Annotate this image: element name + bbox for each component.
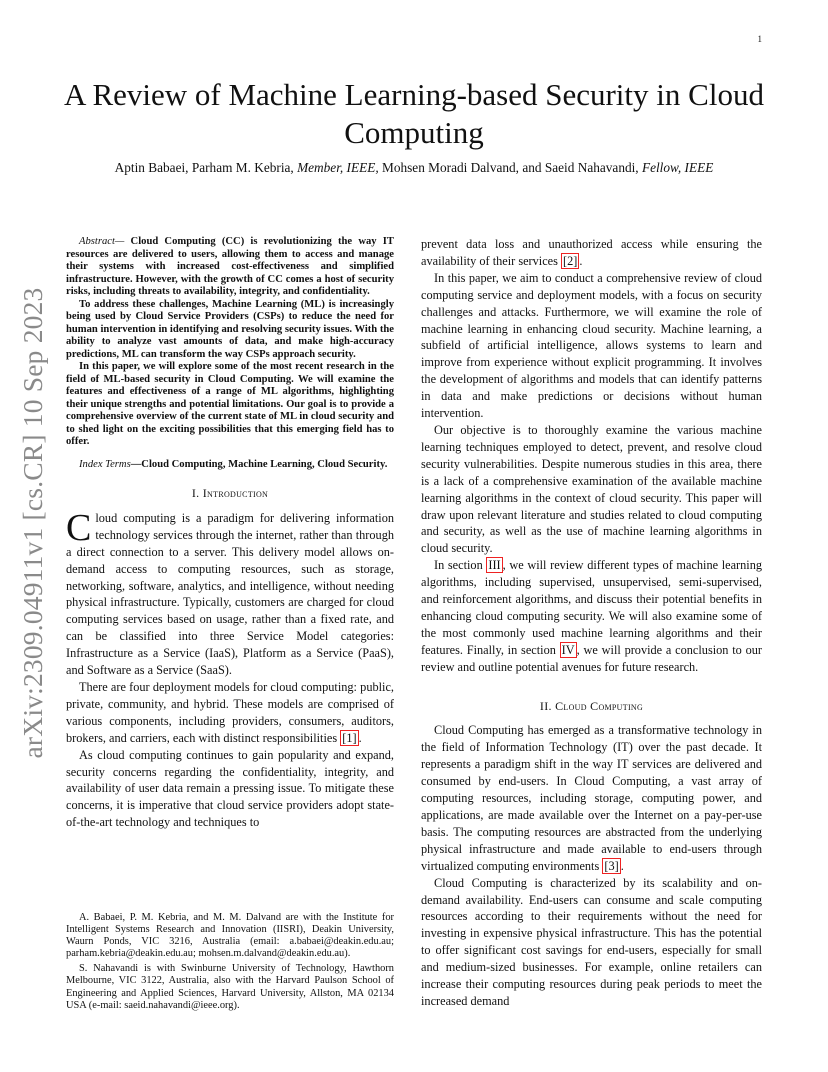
arxiv-stamp-text: arXiv:2309.04911v1 [cs.CR] 10 Sep 2023 <box>17 287 48 759</box>
author-role-2: Fellow, IEEE <box>641 160 714 175</box>
abstract-p2: To address these challenges, Machine Learning (ML) is increasingly being used by Cloud Service Providers (CSPs) to reduce the need for human intervention in identifying and resolving security issues. With the ability to analyze vast amounts of data, and make high-accuracy predictions, ML can transform the way CSPs approach security. <box>66 298 394 360</box>
dropcap: C <box>66 506 92 549</box>
intro-p5: Our objective is to thoroughly examine the various machine learning techniques employed to detect, prevent, and resolve cloud security vulnerabilities. Despite numerous studies in this area, there is a lack of a comprehensive examination of the available machine learning algorithms in the context of cloud security. This paper will draw upon relevant literature and studies related to cloud computing and security, as well as the use of machine learning algorithms in cloud security. <box>421 422 762 556</box>
cc-p1-text: Cloud Computing has emerged as a transformative technology in the field of Information Technology (IT) over the past decade. It represents a paradigm shift in the way IT services are delivered and consumed by end-users. In Cloud Computing, a vast array of computing resources, including storage, computing power, and applications, are made available over the Internet on a pay-per-use basis. The computing resources are abstracted from the underlying physical infrastructure and made available to end-users through virtualized computing environments <box>421 723 762 873</box>
intro-p6-b: , we will review different types of machine learning algorithms, including supervised, unsupervised, semi-supervised, and reinforcement algorithms, and discuss their potential benefits in enhancing cloud computing security. We will also examine some of the most commonly used machine learning algorithms and their features. Finally, in section <box>421 558 762 657</box>
index-terms-lead: Index Terms <box>79 458 131 470</box>
page-number: 1 <box>757 34 762 44</box>
intro-p2-end: . <box>358 730 362 745</box>
cc-p1-end: . <box>620 858 624 873</box>
abstract-p3: In this paper, we will explore some of the most recent research in the field of ML-based security in Cloud Computing. We will examine the features and effectiveness of a range of ML algorithms, highlighting their unique strengths and potential limitations. Our goal is to provide a comprehensive overview of the current state of ML in cloud security and to shed light on the exciting possibilities that this emerging field has to offer. <box>66 361 394 447</box>
author-names-2: Mohsen Moradi Dalvand, and Saeid Nahavandi, <box>378 160 642 175</box>
abstract-lead: Abstract <box>79 236 115 247</box>
intro-p2 <box>66 679 394 747</box>
intro-p1 <box>66 506 394 679</box>
intro-p1-text: loud computing is a paradigm for delivering information technology services through the internet, rather than through a direct connection to a server. This delivery model allows on-demand access to computing resources, such as storage, networking, software, analytics, and intelligence, without needing physical infrastructure. Typically, customers are charged for cloud computing services based on usage, rather than a fixed rate, and can be classified into three Service Model categories: Infrastructure as a Service (IaaS), Platform as a Service (PaaS), and Software as a Service (SaaS). <box>66 510 394 678</box>
cc-p2: Cloud Computing is characterized by its scalability and on-demand availability. End-users can consume and scale computing resources according to their requirements without the need for investing in expensive physical infrastructure. This has the potential to offer significant cost savings for end-users, especially for small and medium-sized businesses. For example, online retailers can increase their computing resources during peak periods to meet the increased demand <box>421 875 762 1008</box>
intro-p3-end: . <box>579 253 583 268</box>
intro-p2-text: There are four deployment models for cloud computing: public, private, community, and hybrid. These models are comprised of various components, including providers, consumers, auditors, brokers, and carriers, each with distinct responsibilities <box>66 679 394 745</box>
intro-p6 <box>421 557 762 675</box>
section-link-iv[interactable]: IV <box>561 642 575 657</box>
right-column <box>421 236 762 1010</box>
footnotes <box>66 912 394 1015</box>
section-heading-cloud-computing: II. Cloud Computing <box>539 698 644 713</box>
section-heading-introduction: I. Introduction <box>191 486 269 500</box>
intro-p3: As cloud computing continues to gain popularity and expand, security concerns regarding the confidentiality, integrity, and availability of user data remain a pressing issue. To mitigate these concerns, it is imperative that cloud service providers adopt state-of-the-art technology and techniques to <box>66 747 394 830</box>
paper-title: A Review of Machine Learning-based Security in Cloud Computing <box>64 77 764 150</box>
intro-p6-a: In section <box>434 558 487 573</box>
abstract <box>66 236 394 449</box>
intro-p4: In this paper, we aim to conduct a comprehensive review of cloud computing service and deployment models, with a focus on security challenges and attacks. Furthermore, we will examine the role of machine learning in enhancing cloud security. Machine learning, a subfield of artificial intelligence, allows systems to learn and improve from experience without explicit programming. It involves the development of algorithms and models that can identify patterns in data and make predictions or decisions without human intervention. <box>421 270 762 421</box>
author-names-1: Aptin Babaei, Parham M. Kebria, <box>114 160 298 175</box>
footnote-1: A. Babaei, P. M. Kebria, and M. M. Dalvand are with the Institute for Intelligent Systems Research and Innovation (IISRI), Deakin University, Waurn Ponds, VIC 3216, Australia (email: a.babaei@deakin.edu.au; parham.kebria@deakin.edu.au; mohsen.m.dalvand@deakin.edu.au). <box>66 912 394 960</box>
arxiv-stamp <box>18 288 48 758</box>
cc-p1 <box>421 722 762 874</box>
intro-p3-continued <box>421 236 762 270</box>
section-link-iii[interactable]: III <box>488 558 501 573</box>
citation-link-3[interactable]: [3] <box>604 858 619 873</box>
intro-p6-c: , we will provide a conclusion to our review and outline potential avenues for future research. <box>421 642 762 674</box>
index-terms-text: Cloud Computing, Machine Learning, Cloud Security. <box>141 458 388 470</box>
abstract-p1: Abstract— Cloud Computing (CC) is revolutionizing the way IT resources are delivered to users, allowing them to access and manage their systems with increased cost-effectiveness and simplified infrastructure. However, with the growth of CC comes a host of security risks, including threats to availability, integrity, and confidentiality. <box>66 236 394 297</box>
citation-link-2[interactable]: [2] <box>563 253 578 268</box>
author-role-1: Member, IEEE, <box>297 160 379 175</box>
index-terms: Index Terms—Cloud Computing, Machine Learning, Cloud Security. <box>79 458 388 470</box>
citation-link-1[interactable]: [1] <box>342 730 357 745</box>
footnote-2: S. Nahavandi is with Swinburne University of Technology, Hawthorn Melbourne, VIC 3122, Australia, also with the Harvard Paulson School of Engineering and Applied Sciences, Harvard University, Allston, MA 02134 USA (e-mail: saeid.nahavandi@ieee.org). <box>66 963 394 1011</box>
left-column <box>66 236 394 831</box>
author-line <box>40 160 788 176</box>
intro-p3-cont-text: prevent data loss and unauthorized access while ensuring the availability of their services <box>421 237 762 268</box>
abstract-text-1: Cloud Computing (CC) is revolutionizing the way IT resources are delivered to users, allowing them to access and manage their systems with increased cost-effectiveness and simplified infrastructure. However, with the growth of CC comes a host of security risks, including threats to availability, integrity, and confidentiality. <box>66 236 394 297</box>
